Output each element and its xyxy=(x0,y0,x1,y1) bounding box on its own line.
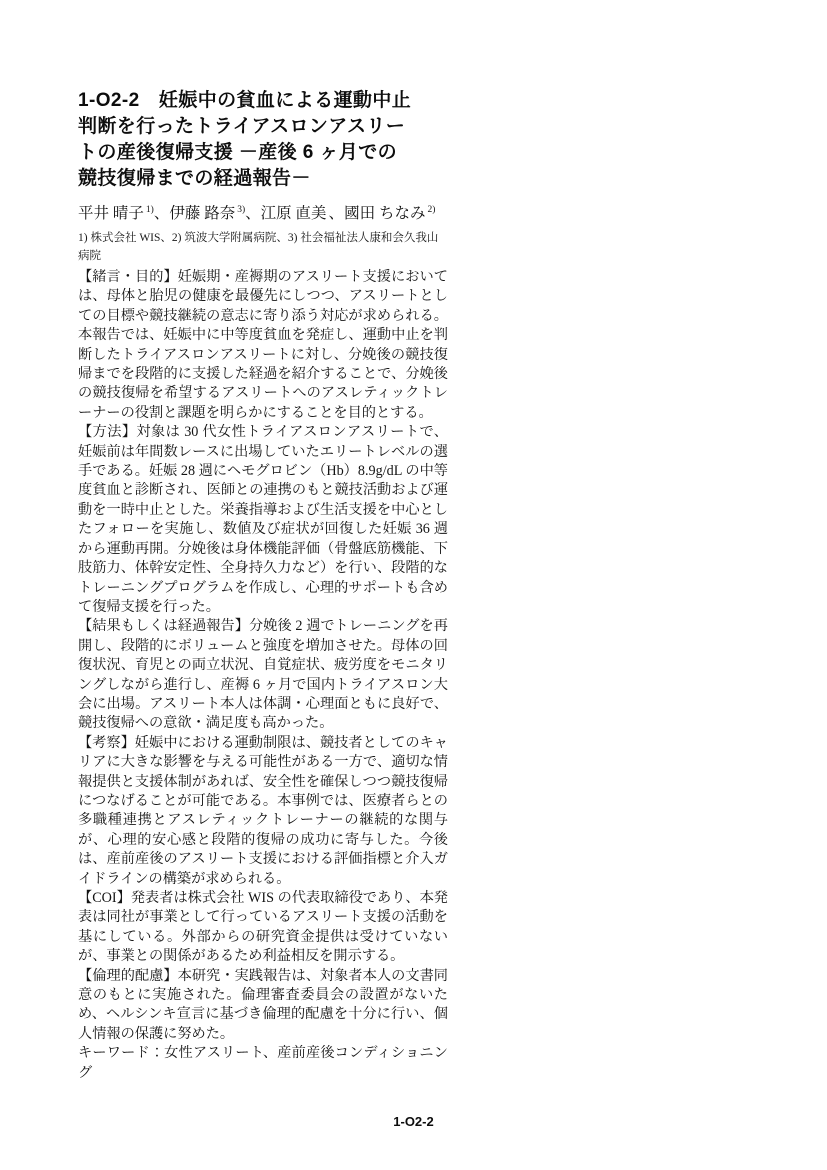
author xyxy=(344,205,435,222)
author-name: 江原 直美 xyxy=(260,205,327,222)
author-separator: 、 xyxy=(328,205,345,222)
section-paragraph-discussion: 【考察】妊娠中における運動制限は、競技者としてのキャリアに大きな影響を与える可能性がある一方で、適切な情報提供と支援体制があれば、安全性を確保しつつ競技復帰につなげることが可能である。本事例では、医療者らとの多職種連携とアスレティックトレーナーの継続的な関与が、心理的安心感と段階的復帰の成功に寄与した。今後は、産前産後のアスリート支援における評価指標と介入ガイドラインの構築が求められる。 xyxy=(78,734,448,887)
author xyxy=(169,205,260,222)
content-column xyxy=(78,88,448,1083)
section-paragraph-methods: 【方法】対象は 30 代女性トライアスロンアスリートで、妊娠前は年間数レースに出場していたエリートレベルの選手である。妊娠 28 週にヘモグロビン（Hb）8.9g/dL の中等度貧血と診断され、医師との連携のもと競技活動および運動を一時中止とした。栄養指導および生活支援を中心としたフォローを実施し、数値及び症状が回復した妊娠 36 週から運動再開。分娩後は身体機能評価（骨盤底筋機能、下肢筋力、体幹安定性、全身持久力など）を行い、段階的なトレーニングプログラムを作成し、心理的サポートも含めて復帰支援を行った。 xyxy=(78,424,448,615)
abstract-title: 1-O2-2 妊娠中の貧血による運動中止判断を行ったトライアスロンアスリートの産後復帰支援 －産後 6 ヶ月での競技復帰までの経過報告－ xyxy=(78,90,412,189)
author-name: 平井 晴子 xyxy=(78,205,144,222)
section-paragraph-keywords: キーワード：女性アスリート、産前産後コンディショニング xyxy=(78,1045,448,1081)
author xyxy=(78,205,169,222)
author-affiliation-sup: 3) xyxy=(237,204,246,215)
page-number-footer: 1-O2-2 xyxy=(393,1114,434,1129)
author-name: 國田 ちなみ xyxy=(344,205,426,222)
affiliations-text: 1) 株式会社 WIS、2) 筑波大学附属病院、3) 社会福祉法人康和会久我山病院 xyxy=(78,232,439,262)
author-affiliation-sup: 2) xyxy=(427,204,436,215)
section-paragraph-coi: 【COI】発表者は株式会社 WIS の代表取締役であり、本発表は同社が事業として行っているアスリート支援の活動を基にしている。外部からの研究資金提供は受けていないが、事業との関係があるため利益相反を開示する。 xyxy=(78,890,448,965)
section-paragraph-ethics: 【倫理的配慮】本研究・実践報告は、対象者本人の文書同意のもとに実施された。倫理審査委員会の設置がないため、ヘルシンキ宣言に基づき倫理的配慮を十分に行い、個人情報の保護に努めた。 xyxy=(78,967,448,1042)
section-paragraph-results: 【結果もしくは経過報告】分娩後 2 週でトレーニングを再開し、段階的にボリュームと強度を増加させた。母体の回復状況、育児との両立状況、自覚症状、疲労度をモニタリングしながら進行し、産褥 6 ヶ月で国内トライアスロン大会に出場。アスリート本人は体調・心理面ともに良好で、競技復帰への意欲・満足度も高かった。 xyxy=(78,618,448,732)
abstract-body xyxy=(78,268,448,1083)
author-affiliation-sup: 1) xyxy=(145,204,154,215)
author-separator: 、 xyxy=(245,205,261,222)
author-separator: 、 xyxy=(153,205,170,222)
author-list xyxy=(78,202,448,226)
section-paragraph-intro: 【緒言・目的】妊娠期・産褥期のアスリート支援においては、母体と胎児の健康を最優先にしつつ、アスリートとしての目標や競技継続の意志に寄り添う対応が求められる。本報告では、妊娠中に中等度貧血を発症し、運動中止を判断したトライアスロンアスリートに対し、分娩後の競技復帰までを段階的に支援した経過を紹介することで、分娩後の競技復帰を希望するアスリートへのアスレティックトレーナーの役割と課題を明らかにすることを目的とする。 xyxy=(78,269,448,421)
author xyxy=(261,205,344,222)
author-name: 伊藤 路奈 xyxy=(169,205,236,222)
